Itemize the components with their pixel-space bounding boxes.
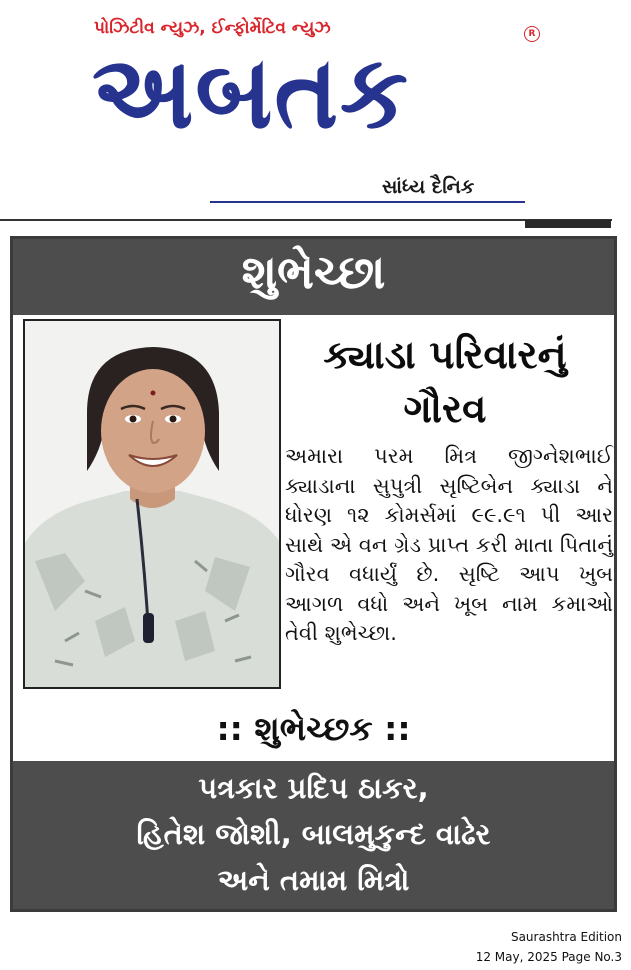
header-divider xyxy=(0,219,612,221)
footer-line-2: હિતેશ જોશી, બાલમુકુન્દ વાઢેર xyxy=(136,817,491,851)
ad-header-panel xyxy=(13,239,614,315)
newspaper-logo: અબતક xyxy=(92,33,410,152)
portrait-photo xyxy=(23,319,281,689)
footer-line-1: પત્રકાર પ્રદિપ ઠાકર, xyxy=(198,771,429,805)
footer-line-3: અને તમામ મિત્રો xyxy=(217,863,410,897)
edition-date-page: 12 May, 2025 Page No.3 xyxy=(475,950,622,964)
portrait-illustration xyxy=(25,321,279,687)
header-divider-bar xyxy=(525,220,611,228)
masthead-tagline: પોઝિટીવ ન્યુઝ, ઈન્ફોર્મેટિવ ન્યુઝ xyxy=(94,18,331,38)
subtitle-underline xyxy=(210,201,525,203)
ad-heading-line1: ક્યાડા પરિવારનું xyxy=(323,333,567,378)
edition-name: Saurashtra Edition xyxy=(510,930,622,944)
ad-body-text: અમારા પરમ મિત્ર જીગ્નેશભાઈ ક્યાડાના સુપુત્રી સૃષ્ટિબેન ક્યાડા ને ધોરણ ૧૨ કોમર્સમાં ૯૯.૯૧ પી આર સાથે એ વન ગ્રેડ પ્રાપ્ત કરી માતા પિતાનું ગૌરવ વધાર્યું છે. સૃષ્ટિ આપ ખુબ આગળ વધો અને ખૂબ નામ કમાઓ તેવી શુભેચ્છા. xyxy=(285,444,613,645)
ad-footer-panel xyxy=(13,761,614,909)
ad-header-title: શુભેચ્છા xyxy=(241,245,386,299)
masthead-subtitle: સાંધ્ય દૈનિક xyxy=(382,176,475,198)
greeter-label: :: શુભેચ્છક :: xyxy=(216,709,411,748)
ad-heading-line2: ગૌરવ xyxy=(403,387,487,432)
masthead xyxy=(0,0,631,215)
greeting-advertisement xyxy=(10,236,617,912)
ad-heading xyxy=(285,329,605,437)
registered-mark-icon: R xyxy=(524,26,540,42)
edition-info xyxy=(476,927,622,967)
